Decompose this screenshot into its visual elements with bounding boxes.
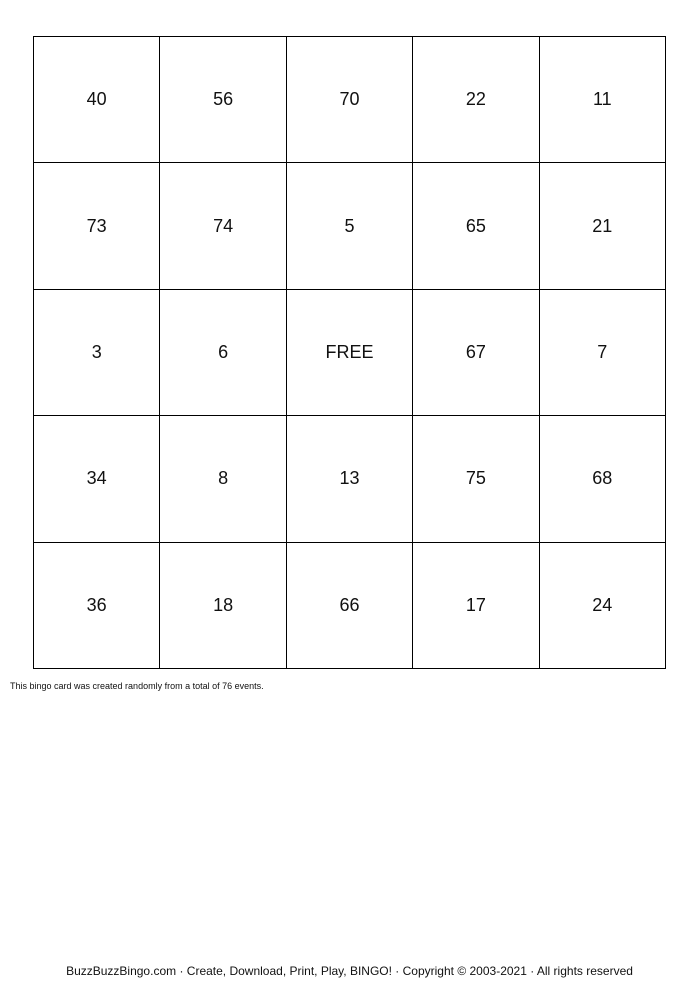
bingo-cell: 70 (287, 37, 413, 163)
bingo-cell: 24 (540, 543, 666, 669)
bingo-cell: 18 (160, 543, 286, 669)
bingo-cell: 73 (34, 163, 160, 289)
bingo-cell: 65 (413, 163, 539, 289)
bingo-cell: 34 (34, 416, 160, 542)
bingo-card (33, 36, 666, 669)
bingo-free-cell: FREE (287, 290, 413, 416)
bingo-cell: 7 (540, 290, 666, 416)
bingo-cell: 17 (413, 543, 539, 669)
bingo-cell: 3 (34, 290, 160, 416)
bingo-cell: 40 (34, 37, 160, 163)
bingo-cell: 67 (413, 290, 539, 416)
bingo-cell: 21 (540, 163, 666, 289)
bingo-cell: 75 (413, 416, 539, 542)
bingo-cell: 13 (287, 416, 413, 542)
card-generation-note: This bingo card was created randomly from a total of 76 events. (10, 681, 264, 691)
bingo-cell: 5 (287, 163, 413, 289)
bingo-cell: 66 (287, 543, 413, 669)
page-footer: BuzzBuzzBingo.com · Create, Download, Print, Play, BINGO! · Copyright © 2003-2021 · All rights reserved (66, 964, 633, 978)
bingo-cell: 36 (34, 543, 160, 669)
bingo-cell: 6 (160, 290, 286, 416)
bingo-cell: 74 (160, 163, 286, 289)
bingo-cell: 68 (540, 416, 666, 542)
bingo-cell: 22 (413, 37, 539, 163)
bingo-cell: 56 (160, 37, 286, 163)
bingo-cell: 11 (540, 37, 666, 163)
bingo-cell: 8 (160, 416, 286, 542)
